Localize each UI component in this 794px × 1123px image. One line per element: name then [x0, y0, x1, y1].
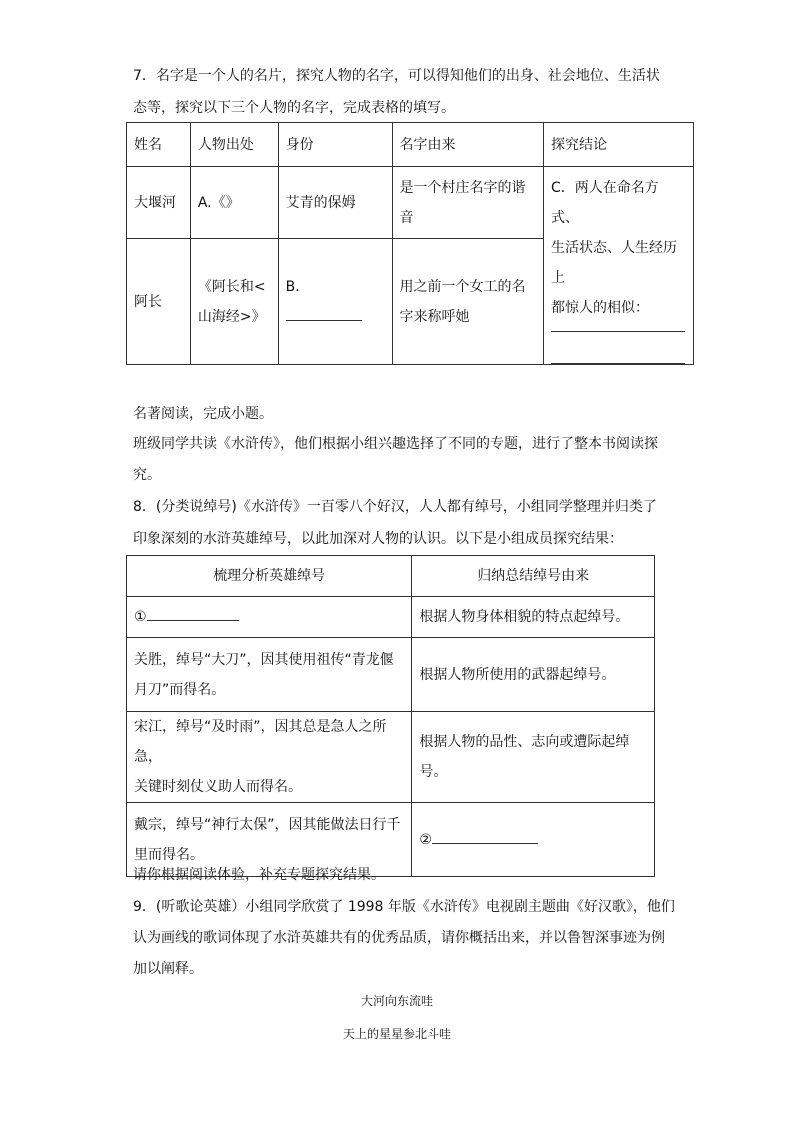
q8-row2-left-l2: 月刀”而得名。: [134, 681, 226, 698]
q8-row2-left-l1: 关胜，绰号“大刀”，因其使用祖传“青龙偃: [134, 651, 394, 668]
q7-row1-name: 大堰河: [127, 167, 191, 239]
q8-row2-left: [127, 638, 412, 712]
q7-conclusion-l2: 生活状态、人生经历上: [550, 240, 677, 286]
q9-text-line1: 9．(听歌论英雄）小组同学欣赏了 1998 年版《水浒传》电视剧主题曲《好汉歌》，他们: [133, 899, 675, 915]
q8-header-summary: 归纳总结绰号由来: [412, 556, 655, 597]
q9-poem-line2: 天上的星星参北斗哇: [342, 1027, 451, 1041]
q7-table: [126, 122, 694, 365]
q8-row3-right: 根据人物的品性、志向或遭际起绰号。: [412, 712, 655, 803]
q9-text-line2: 认为画线的歌词体现了水浒英雄共有的优秀品质，请你概括出来，并以鲁智深事迹为例: [133, 930, 665, 946]
q7-row1-origin-l2: 音: [399, 209, 414, 226]
q8-row4-marker: ②: [419, 831, 432, 848]
q8-table: [126, 555, 655, 877]
q7-conclusion-l3: 都惊人的相似：: [550, 300, 649, 316]
q8-after-text: 请你根据阅读体验，补充专题探究结果。: [133, 867, 385, 883]
q7-row2-origin: [392, 239, 543, 365]
q7-header-identity: 身份: [278, 123, 392, 167]
q8-row1-blank[interactable]: [147, 606, 239, 621]
q9-text-line3: 加以阐释。: [133, 961, 203, 977]
q7-row1-origin-l1: 是一个村庄名字的谐: [399, 179, 526, 196]
q8-row3-left-l2: 关键时刻仗义助人而得名。: [134, 779, 302, 795]
q7-header-origin: 名字由来: [392, 123, 543, 167]
q8-text-line1: 8．(分类说绰号)《水浒传》一百零八个好汉，人人都有绰号，小组同学整理并归类了: [133, 499, 657, 515]
q8-row1-left[interactable]: [127, 597, 412, 638]
q8-row4-left-l2: 里而得名。: [134, 846, 204, 863]
q7-header-conclusion: 探究结论: [543, 123, 693, 167]
q7-conclusion-cell: [543, 167, 693, 365]
intro-line2: 班级同学共读《水浒传》，他们根据小组兴趣选择了不同的专题，进行了整本书阅读探: [133, 436, 658, 452]
q8-row2-right: 根据人物所使用的武器起绰号。: [412, 638, 655, 712]
q7-row1-origin: [392, 167, 543, 239]
q7-row2-origin-l1: 用之前一个女工的名: [399, 278, 526, 295]
q7-text-line1: 7．名字是一个人的名片，探究人物的名字，可以得知他们的出身、社会地位、生活状: [133, 68, 660, 84]
q9-poem-line1: 大河向东流哇: [360, 994, 433, 1008]
q8-row4-left-l1: 戴宗，绰号“神行太保”，因其能做法日行千: [134, 816, 401, 833]
q8-row3-left-l1: 宋江，绰号“及时雨”，因其总是急人之所急，: [134, 719, 387, 765]
q7-conclusion-blank-2[interactable]: [551, 363, 685, 364]
q8-text-line2: 印象深刻的水浒英雄绰号，以此加深对人物的认识。以下是小组成员探究结果：: [133, 531, 623, 547]
q7-row2-identity-blank[interactable]: [286, 306, 362, 321]
q7-row2-source-l2: 山海经>》: [197, 308, 266, 325]
q7-row2-identity[interactable]: [278, 239, 392, 365]
q7-row2-source-l1: 《阿长和<: [197, 278, 266, 295]
intro-line1: 名著阅读，完成小题。: [133, 406, 273, 422]
q8-row3-left: [127, 712, 412, 803]
q7-header-source: 人物出处: [190, 123, 278, 167]
q8-row1-right: 根据人物身体相貌的特点起绰号。: [412, 597, 655, 638]
q7-row2-identity-prefix: B．: [285, 278, 310, 295]
q7-text-line2: 态等，探究以下三个人物的名字，完成表格的填写。: [133, 100, 455, 116]
q7-row1-source[interactable]: A.《》: [190, 167, 278, 239]
q8-row4-right[interactable]: [412, 803, 655, 877]
q8-header-analysis: 梳理分析英雄绰号: [127, 556, 412, 597]
q7-conclusion-blank-1[interactable]: [551, 331, 685, 332]
q8-row4-blank[interactable]: [432, 829, 538, 844]
q7-header-name: 姓名: [127, 123, 191, 167]
q7-row2-origin-l2: 字来称呼她: [399, 308, 470, 325]
q8-row1-marker: ①: [134, 609, 147, 625]
q7-row1-identity: 艾青的保姆: [278, 167, 392, 239]
q7-row2-source: [190, 239, 278, 365]
q7-conclusion-l1: C．两人在命名方式、: [550, 180, 659, 226]
q7-row2-name: 阿长: [127, 239, 191, 365]
intro-line3: 究。: [133, 467, 161, 483]
